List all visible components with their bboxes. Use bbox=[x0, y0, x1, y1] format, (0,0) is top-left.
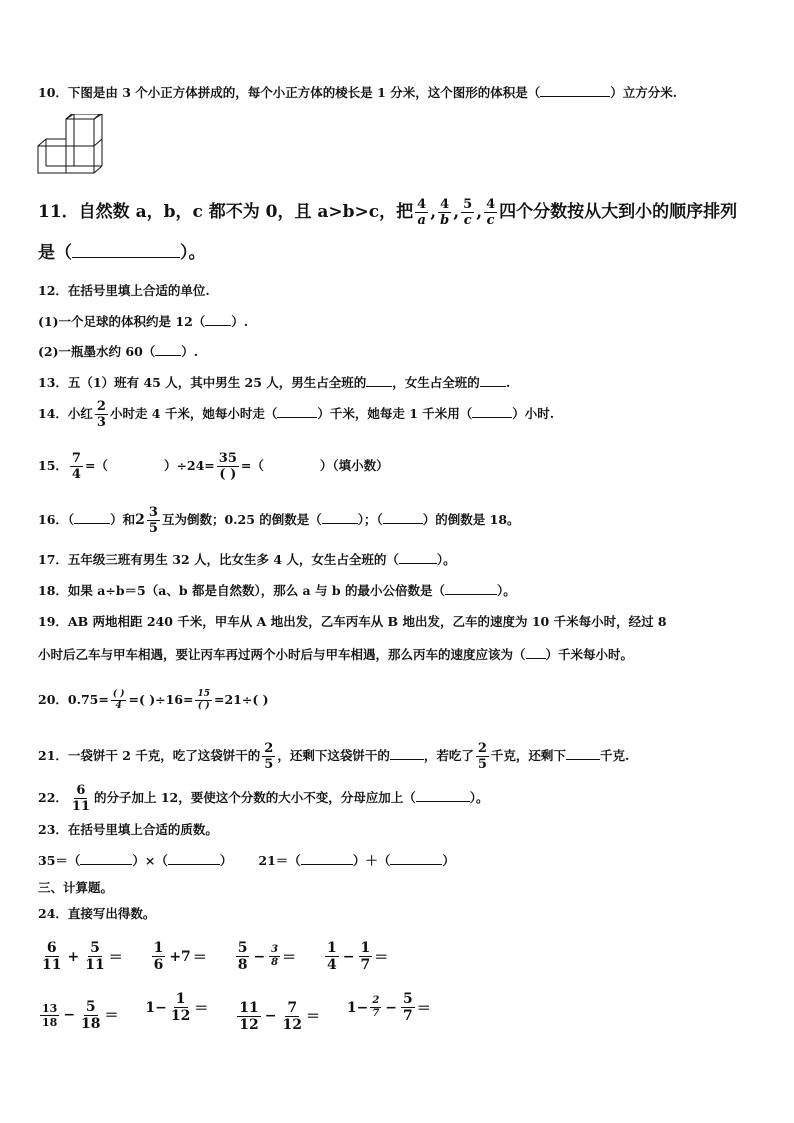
question-18: 18．如果 a÷b＝5（a、b 都是自然数），那么 a 与 b 的最小公倍数是（ ）。 bbox=[38, 583, 516, 598]
cube-figure bbox=[36, 114, 116, 176]
question-23-equations: 35＝（ ）×（ ） 21＝（ ）＋（ ） bbox=[38, 853, 455, 868]
question-16: 16．（ ）和2 $\frac{3}{5}$ 互为倒数；0.25 的倒数是（ ）；（ ）的倒数是 18。 bbox=[38, 505, 520, 536]
answer-blank[interactable] bbox=[74, 511, 110, 524]
answer-blank[interactable] bbox=[80, 852, 132, 865]
answer-blank[interactable] bbox=[390, 747, 424, 760]
fraction: $\frac{4}{a}$ bbox=[417, 197, 427, 228]
calc-item: $\frac{1}{6}$ +7 ＝ bbox=[153, 940, 207, 973]
answer-blank[interactable] bbox=[277, 405, 317, 418]
fraction: $\frac{4}{b}$ bbox=[440, 197, 450, 228]
fraction: $\frac{35}{( )}$ bbox=[218, 451, 237, 482]
answer-blank[interactable] bbox=[416, 789, 470, 802]
question-23: 23．在括号里填上合适的质数。 bbox=[38, 822, 218, 837]
answer-blank[interactable] bbox=[526, 646, 546, 659]
fraction: $\frac{15}{( )}$ bbox=[197, 689, 211, 711]
answer-blank[interactable] bbox=[540, 84, 610, 97]
question-11-line2: 是（ ）。 bbox=[38, 243, 206, 263]
fraction: $\frac{( )}{4}$ bbox=[112, 689, 125, 711]
question-19-line2: 小时后乙车与甲车相遇，要让丙车再过两个小时后与甲车相遇，那么丙车的速度应该为（ ）千米每小时。 bbox=[38, 647, 634, 662]
calc-item: $\frac{11}{12}$ − $\frac{7}{12}$ ＝ bbox=[239, 999, 320, 1033]
fraction: $\frac{5}{c}$ bbox=[463, 197, 473, 228]
answer-blank[interactable] bbox=[301, 852, 353, 865]
question-10: 10．下图是由 3 个小正方体拼成的，每个小正方体的棱长是 1 分米，这个图形的体积是（ ）立方分米. bbox=[38, 85, 678, 100]
answer-blank[interactable] bbox=[480, 374, 506, 387]
question-19: 19．AB 两地相距 240 千米，甲车从 A 地出发，乙车丙车从 B 地出发，乙车的速度为 10 千米每小时，经过 8 bbox=[38, 614, 667, 629]
fraction: $\frac{3}{5}$ bbox=[148, 505, 158, 536]
answer-blank[interactable] bbox=[383, 511, 423, 524]
question-15: 15． $\frac{7}{4}$ =（ ）÷24= $\frac{35}{( )}$ =（ ）（填小数） bbox=[38, 451, 389, 482]
fraction: $\frac{7}{4}$ bbox=[71, 451, 81, 482]
question-12-part1: (1)一个足球的体积约是 12（ ）. bbox=[38, 314, 249, 329]
answer-blank[interactable] bbox=[168, 852, 220, 865]
question-14: 14．小红 $\frac{2}{3}$ 小时走 4 千米，她每小时走（ ）千米，她每走 1 千米用（ ）小时. bbox=[38, 399, 555, 430]
calc-item: $\frac{6}{11}$ + $\frac{5}{11}$ ＝ bbox=[42, 940, 123, 973]
answer-blank[interactable] bbox=[205, 313, 231, 326]
fraction: $\frac{4}{c}$ bbox=[486, 197, 496, 228]
fraction: $\frac{2}{5}$ bbox=[477, 741, 487, 772]
answer-blank[interactable] bbox=[366, 374, 392, 387]
question-12-part2: (2)一瓶墨水约 60（ ）. bbox=[38, 344, 199, 359]
answer-blank[interactable] bbox=[155, 343, 181, 356]
calc-row-2 bbox=[38, 992, 453, 1032]
question-21: 21．一袋饼干 2 千克，吃了这袋饼干的 $\frac{2}{5}$ ，还剩下这袋饼干的 ，若吃了 $\frac{2}{5}$ 千克，还剩下 千克. bbox=[38, 741, 630, 772]
calc-item: $\frac{5}{8}$ − $\frac{3}{8}$ ＝ bbox=[237, 940, 297, 973]
fraction: $\frac{2}{5}$ bbox=[264, 741, 274, 772]
answer-blank[interactable] bbox=[445, 582, 497, 595]
calc-item: $\frac{1}{4}$ − $\frac{1}{7}$ ＝ bbox=[327, 940, 389, 973]
question-22: 22． $\frac{6}{11}$ 的分子加上 12，要使这个分数的大小不变，分母应加上（ ）。 bbox=[38, 783, 489, 814]
answer-blank[interactable] bbox=[322, 511, 358, 524]
calc-item: 1− $\frac{2}{7}$ − $\frac{5}{7}$ ＝ bbox=[346, 991, 431, 1024]
question-24: 24．直接写出得数。 bbox=[38, 906, 156, 921]
fraction: $\frac{2}{3}$ bbox=[96, 399, 106, 430]
answer-blank[interactable] bbox=[472, 405, 512, 418]
answer-blank[interactable] bbox=[390, 852, 442, 865]
section-heading: 三、计算题。 bbox=[38, 880, 114, 895]
fraction: $\frac{6}{11}$ bbox=[71, 783, 90, 814]
calc-item: $\frac{13}{18}$ − $\frac{5}{18}$ ＝ bbox=[42, 998, 119, 1032]
answer-blank[interactable] bbox=[72, 245, 180, 258]
answer-blank[interactable] bbox=[566, 747, 600, 760]
question-20: 20．0.75= $\frac{( )}{4}$ =( )÷16= $\frac{15}{( )}$ =21÷( ) bbox=[38, 689, 269, 711]
calc-item: 1− $\frac{1}{12}$ ＝ bbox=[145, 991, 209, 1024]
question-12: 12．在括号里填上合适的单位. bbox=[38, 283, 210, 298]
question-11: 11．自然数 a，b，c 都不为 0，且 a>b>c，把 $\frac{4}{a}$ , $\frac{4}{b}$ , $\frac{5}{c}$ , $\frac{4}{c}$ 四个分数按从大到小的顺序排列 bbox=[38, 197, 738, 228]
question-13: 13．五（1）班有 45 人，其中男生 25 人，男生占全班的 ，女生占全班的 . bbox=[38, 375, 511, 390]
question-17: 17．五年级三班有男生 32 人，比女生多 4 人，女生占全班的（ ）。 bbox=[38, 552, 456, 567]
calc-row-1 bbox=[38, 940, 410, 972]
answer-blank[interactable] bbox=[399, 551, 437, 564]
